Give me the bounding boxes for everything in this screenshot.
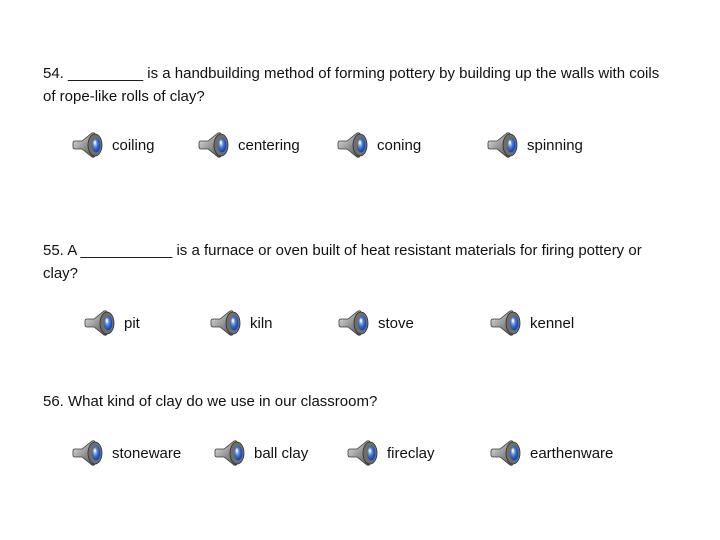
speaker-icon[interactable] <box>72 438 104 468</box>
speaker-icon[interactable] <box>214 438 246 468</box>
option-kiln[interactable] <box>210 308 273 338</box>
option-label: coiling <box>112 136 155 154</box>
speaker-icon[interactable] <box>487 130 519 160</box>
option-label: coning <box>377 136 422 154</box>
option-label: kennel <box>530 314 575 332</box>
option-ball-clay[interactable] <box>214 438 308 468</box>
option-pit[interactable] <box>84 308 140 338</box>
option-label: pit <box>124 314 140 332</box>
option-spinning[interactable] <box>487 130 583 160</box>
option-fireclay[interactable] <box>347 438 435 468</box>
speaker-icon[interactable] <box>337 130 369 160</box>
speaker-icon[interactable] <box>338 308 370 338</box>
speaker-icon[interactable] <box>198 130 230 160</box>
option-label: stove <box>378 314 414 332</box>
option-coiling[interactable] <box>72 130 155 160</box>
option-label: earthenware <box>530 444 614 462</box>
option-label: centering <box>238 136 300 154</box>
option-label: ball clay <box>254 444 309 462</box>
option-stoneware[interactable] <box>72 438 181 468</box>
question-56: 56. What kind of clay do we use in our classroom? <box>43 393 378 410</box>
option-label: fireclay <box>387 444 435 462</box>
speaker-icon[interactable] <box>490 438 522 468</box>
option-centering[interactable] <box>198 130 300 160</box>
option-stove[interactable] <box>338 308 414 338</box>
option-label: kiln <box>250 314 273 332</box>
speaker-icon[interactable] <box>490 308 522 338</box>
question-55: 55. A ___________ is a furnace or oven built of heat resistant materials for firing pottery or clay? <box>43 242 642 282</box>
speaker-icon[interactable] <box>72 130 104 160</box>
option-label: spinning <box>527 136 583 154</box>
speaker-icon[interactable] <box>84 308 116 338</box>
speaker-icon[interactable] <box>210 308 242 338</box>
option-coning[interactable] <box>337 130 421 160</box>
speaker-icon[interactable] <box>347 438 379 468</box>
question-54: 54. _________ is a handbuilding method of forming pottery by building up the walls with coils of rope-like rolls of clay? <box>43 65 660 105</box>
option-earthenware[interactable] <box>490 438 613 468</box>
option-label: stoneware <box>112 444 182 462</box>
option-kennel[interactable] <box>490 308 574 338</box>
